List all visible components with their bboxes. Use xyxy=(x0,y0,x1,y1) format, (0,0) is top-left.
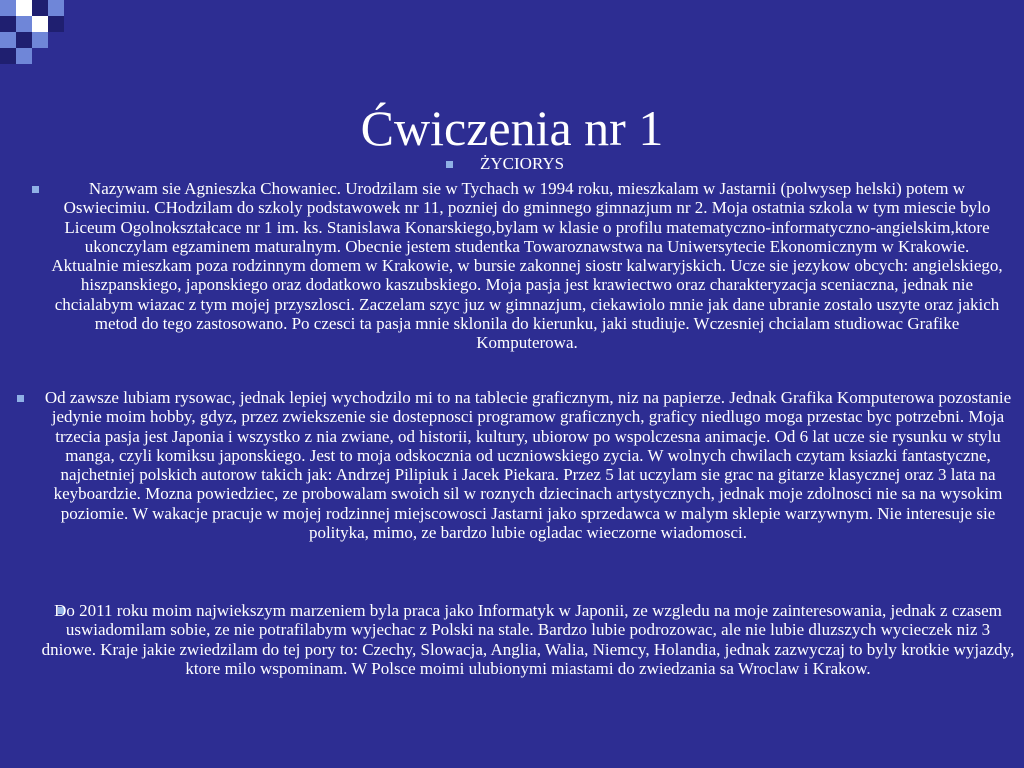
corner-square xyxy=(0,48,16,64)
corner-square xyxy=(16,0,32,16)
corner-square xyxy=(16,32,32,48)
slide-title: Ćwiczenia nr 1 xyxy=(360,100,664,156)
corner-square xyxy=(48,16,64,32)
corner-decoration xyxy=(0,0,80,64)
corner-square xyxy=(32,16,48,32)
corner-square xyxy=(16,48,32,64)
corner-square xyxy=(64,0,80,16)
paragraph-travel: Do 2011 roku moim najwiekszym marzeniem byla praca jako Informatyk w Japonii, ze wzgledu na moje zainteresowania, jednak z czasem uswiadomilam sobie, ze nie potrafilabym wyjechac z Polski na stale. Bardzo lubie podrozowac, ale nie lubie dluzszych wycieczek niz 3 dniowe. Kraje jakie zwiedzilam do tej pory to: Czechy, Slowacja, Anglia, Walia, Niemcy, Holandia, jednak zazwyczaj to byly krotkie wyjazdy, ktore milo wspominam. W Polsce moimi ulubionymi miastami do zwiedzania sa Wroclaw i Krakow. xyxy=(41,601,1015,678)
corner-square xyxy=(16,16,32,32)
paragraph-hobbies: Od zawsze lubiam rysowac, jednak lepiej wychodzilo mi to na tablecie graficznym, niz na papierze. Jednak Grafika Komputerowa pozostanie jedynie moim hobby, gdyz, przez zwiekszenie sie dostepnosci programow graficznych, graficy niedlugo moga przestac byc potrzebni. Moja trzecia pasja jest Japonia i wszystko z nia zwiane, od historii, kultury, ubiorow po wspolczesna animacje. Od 6 lat ucze sie rysunku w stylu manga, czyli komiksu japonskiego. Jest to moja odskocznia od uczniowskiego zycia. W wolnych chwilach czytam ksiazki fantastyczne, najchetniej polskich autorow takich jak: Andrzej Pilipiuk i Jacek Piekara. Przez 5 lat uczylam sie grac na gitarze klasycznej oraz 3 lata na keyboardzie. Mozna powiedziec, ze probowalam swoich sil w roznych dziecinach artystycznych, jednak moje zdolnosci nie sa na wysokim poziomie. W wakacje pracuje w mojej rodzinnej miejscowosci Jastarni jako sprzedawca w malym sklepie warzywnym. Nie interesuje sie polityka, mimo, ze bardzo lubie ogladac wieczorne wiadomosci. xyxy=(44,388,1012,543)
corner-square xyxy=(0,32,16,48)
section-heading: ŻYCIORYS xyxy=(480,154,565,173)
corner-square xyxy=(32,0,48,16)
corner-square xyxy=(32,32,48,48)
bullet-icon xyxy=(32,186,39,193)
corner-square xyxy=(0,16,16,32)
corner-square xyxy=(0,0,16,16)
corner-square xyxy=(48,0,64,16)
paragraph-bio: Nazywam sie Agnieszka Chowaniec. Urodzilam sie w Tychach w 1994 roku, mieszkalam w Jastarnii (polwysep helski) potem w Oswiecimiu. CHodzilam do szkoly podstawowek nr 11, pozniej do gminnego gimnazjum nr 2. Moja ostatnia szkola w tym miescie bylo Liceum Ogolnokształcace nr 1 im. ks. Stanislawa Konarskiego,bylam w klasie o profilu matematyczno-informatyczno-angielskim,ktore ukonczylam egzaminem maturalnym. Obecnie jestem studentka Towaroznawstwa na Uniwersytecie Ekonomicznym w Krakowie. Aktualnie mieszkam poza rodzinnym domem w Krakowie, w bursie zakonnej siostr kalwaryjskich. Ucze sie jezykow obcych: angielskiego, hiszpanskiego, japonskiego oraz dodatkowo kaszubskiego. Moja pasja jest krawiectwo oraz charakteryzacja sceniaczna, jednak nie chcialabym wiazac z tym mojej przyszlosci. Zaczelam szyc juz w gimnazjum, ciekawiolo mnie jak dane ubranie zostalo uszyte oraz jakich metod do tego zastosowano. Po czesci ta pasja mnie sklonila do kierunku, jaki studiuje. Wczesniej chcialam studiowac Grafike Komputerowa. xyxy=(51,179,1003,353)
bullet-icon xyxy=(17,395,24,402)
